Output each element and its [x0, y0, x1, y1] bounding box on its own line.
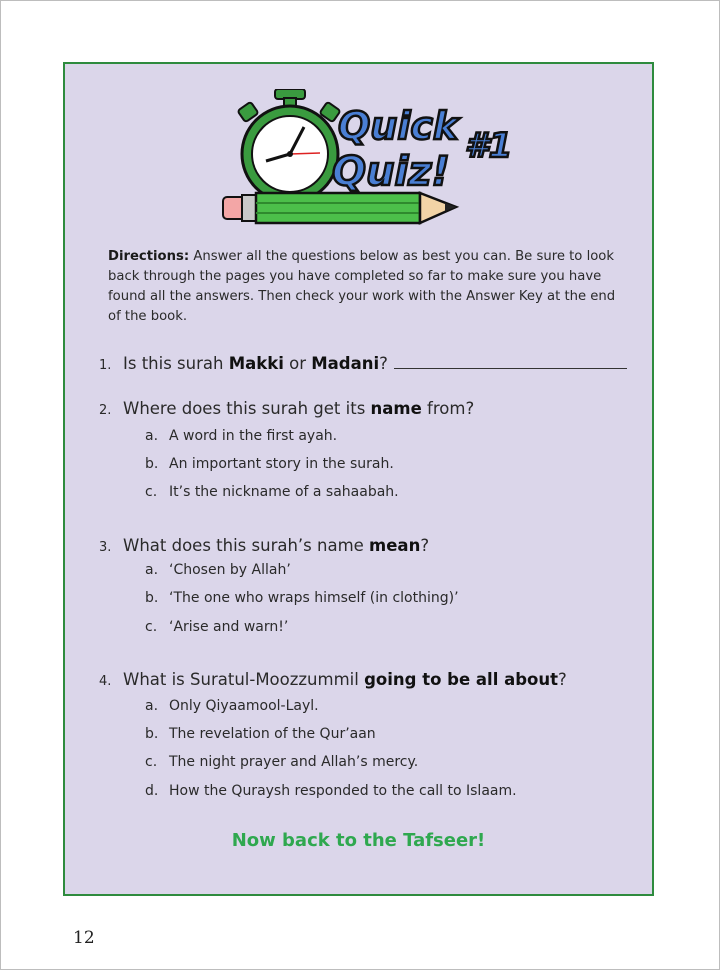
quiz-box [63, 62, 654, 896]
question-4: 4. What is Suratul-Moozzummil going to be all about? [99, 670, 567, 689]
option-3b: b. ‘The one who wraps himself (in clothing)’ [145, 590, 459, 606]
quick-quiz-logo [220, 89, 520, 234]
answer-blank[interactable] [394, 354, 627, 369]
option-2a: a. A word in the first ayah. [145, 428, 338, 444]
option-4a: a. Only Qiyaamool-Layl. [145, 698, 319, 714]
option-2c: c. It’s the nickname of a sahaabah. [145, 484, 399, 500]
question-number: 4. [99, 674, 112, 689]
option-2b: b. An important story in the surah. [145, 456, 394, 472]
question-number: 1. [99, 358, 112, 373]
logo-line1: Quick [338, 104, 459, 148]
quick-quiz-title [332, 104, 512, 195]
stopwatch-icon [237, 89, 340, 202]
question-2: 2. Where does this surah get its name from? [99, 399, 475, 418]
directions [108, 247, 628, 327]
pencil-icon [223, 193, 456, 223]
logo-badge: #1 [465, 126, 513, 166]
page-number: 12 [73, 928, 95, 948]
question-1: 1. Is this surah Makki or Madani? [99, 354, 627, 373]
option-3c: c. ‘Arise and warn!’ [145, 619, 289, 635]
option-4c: c. The night prayer and Allah’s mercy. [145, 754, 419, 770]
option-3a: a. ‘Chosen by Allah’ [145, 562, 291, 578]
question-number: 3. [99, 540, 112, 555]
logo-line2: Quiz! [332, 149, 450, 195]
option-4d: d. How the Quraysh responded to the call to Islaam. [145, 783, 517, 799]
directions-label: Directions: [108, 249, 190, 264]
option-4b: b. The revelation of the Qur’aan [145, 726, 376, 742]
question-number: 2. [99, 403, 112, 418]
back-to-tafseer-message: Now back to the Tafseer! [231, 830, 486, 851]
directions-text: Answer all the questions below as best you can. Be sure to look back through the pages you have completed so far to make sure you have found all the answers. Then check your work with the Answer Key at the end of the book. [108, 249, 616, 324]
question-3: 3. What does this surah’s name mean? [99, 536, 430, 555]
